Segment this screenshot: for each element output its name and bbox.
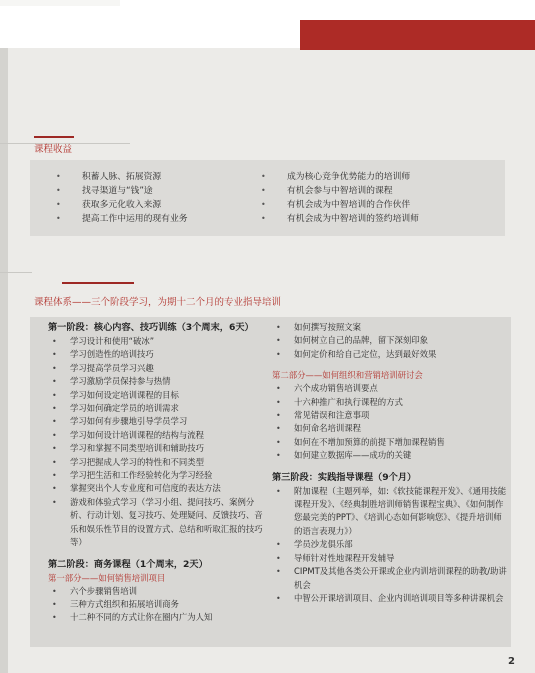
list-item: • 六个步骤销售培训 bbox=[48, 585, 268, 598]
list-item: • 有机会成为中智培训的签约培训师 bbox=[255, 212, 419, 226]
left-margin-band bbox=[0, 48, 8, 673]
benefits-right-list bbox=[255, 170, 419, 226]
list-item: • 学员沙龙俱乐部 bbox=[272, 538, 510, 551]
spacer bbox=[48, 550, 268, 558]
list-item: • 学习设计和使用“破冰” bbox=[48, 335, 268, 348]
list-item: • 六个成功销售培训要点 bbox=[272, 382, 510, 395]
stage2-part2-list bbox=[272, 382, 510, 462]
list-item: • 提高工作中运用的现有业务 bbox=[50, 212, 188, 226]
list-item: • 附加课程（主题列举，如:《软技能课程开发》、《通用技能课程开发》、《经典制胜培训师销售课程宝典》、《如何制作您最完美的PPT》、《培训心态如何影响您》、《提升培训师的语言表现力》） bbox=[272, 485, 510, 539]
system-title: 课程体系——三个阶段学习，为期十二个月的专业指导培训 bbox=[34, 297, 282, 308]
benefits-left-list bbox=[50, 170, 188, 226]
list-item: • 学习提高学员学习兴趣 bbox=[48, 362, 268, 375]
list-item: • 学习和掌握不同类型培训和辅助技巧 bbox=[48, 442, 268, 455]
list-item: • 掌握突出个人专业度和可信度的表达方法 bbox=[48, 482, 268, 495]
spacer bbox=[272, 361, 510, 369]
stage2-heading: 第二阶段：商务课程（1个周末，2天） bbox=[48, 558, 208, 570]
list-item: • 学习创造性的培训技巧 bbox=[48, 348, 268, 361]
stage2-part1-list bbox=[48, 585, 268, 625]
stage3-heading: 第三阶段：实践指导课程（9个月） bbox=[272, 471, 417, 483]
benefits-title: 课程收益 bbox=[34, 144, 73, 155]
list-item: • 如何树立自己的品牌，留下深刻印象 bbox=[272, 334, 510, 347]
list-item: • 学习如何有步骤地引导学员学习 bbox=[48, 415, 268, 428]
list-item: • 如何在不增加预算的前提下增加课程销售 bbox=[272, 436, 510, 449]
benefits-box bbox=[30, 160, 505, 236]
page-number: 2 bbox=[508, 656, 515, 667]
stage2-part2-title: 第二部分——如何组织和营销培训研讨会 bbox=[272, 370, 423, 381]
list-item: • 学习激励学员保持参与热情 bbox=[48, 375, 268, 388]
stage2-part1-title: 第一部分——如何销售培训项目 bbox=[48, 572, 166, 583]
list-item: • 获取多元化收入来源 bbox=[50, 198, 188, 212]
list-item: • CIPMT及其他各类公开课或企业内训培训课程的助教/助讲机会 bbox=[272, 565, 510, 592]
list-item: • 积蓄人脉、拓展资源 bbox=[50, 170, 188, 184]
benefits-rule bbox=[34, 136, 74, 138]
curriculum-right-column bbox=[272, 321, 510, 605]
stage3-list bbox=[272, 485, 510, 606]
list-item: • 三种方式组织和拓展培训商务 bbox=[48, 598, 268, 611]
list-item: • 十六种推广和执行课程的方式 bbox=[272, 396, 510, 409]
list-item: • 中智公开课培训项目、企业内训培训项目等多种讲课机会 bbox=[272, 592, 510, 605]
list-item: • 有机会成为中智培训的合作伙伴 bbox=[255, 198, 419, 212]
list-item: • 游戏和体验式学习（学习小组、提问技巧、案例分析、行动计划、复习技巧、处理疑问、反馈技巧、音乐和娱乐性节目的设置方式、总结和听取汇报的技巧等） bbox=[48, 496, 268, 550]
stage1-heading: 第一阶段：核心内容、技巧训练（3个周末，6天） bbox=[48, 322, 254, 333]
list-item: • 有机会参与中智培训的课程 bbox=[255, 184, 419, 198]
list-item: • 学习如何设计培训课程的结构与流程 bbox=[48, 429, 268, 442]
list-item: • 找寻渠道与“钱”途 bbox=[50, 184, 188, 198]
list-item: • 常见错误和注意事项 bbox=[272, 409, 510, 422]
list-item: • 成为核心竞争优势能力的培训师 bbox=[255, 170, 419, 184]
curriculum-left-column bbox=[48, 321, 268, 625]
top-strip bbox=[0, 0, 120, 6]
list-item: • 如何命名培训课程 bbox=[272, 422, 510, 435]
red-accent-bar bbox=[300, 20, 535, 50]
list-item: • 导师针对性地课程开发辅导 bbox=[272, 552, 510, 565]
list-item: • 学习把生活和工作经验转化为学习经验 bbox=[48, 469, 268, 482]
list-item: • 学习把握成人学习的特性和不同类型 bbox=[48, 456, 268, 469]
system-hairline bbox=[0, 272, 32, 273]
spacer bbox=[272, 463, 510, 471]
curriculum-box bbox=[30, 317, 511, 647]
list-item: • 如何建立数据库——成功的关键 bbox=[272, 449, 510, 462]
system-rule bbox=[62, 282, 134, 284]
list-item: • 学习如何设定培训课程的目标 bbox=[48, 389, 268, 402]
list-item: • 如何撰写按照文案 bbox=[272, 321, 510, 334]
list-item: • 十二种不同的方式让你在圈内广为人知 bbox=[48, 611, 268, 624]
list-item: • 学习如何确定学员的培训需求 bbox=[48, 402, 268, 415]
stage1-list bbox=[48, 335, 268, 550]
list-item: • 如何定价和给自己定位，达到最好效果 bbox=[272, 348, 510, 361]
stage2-part1-list-cont bbox=[272, 321, 510, 361]
